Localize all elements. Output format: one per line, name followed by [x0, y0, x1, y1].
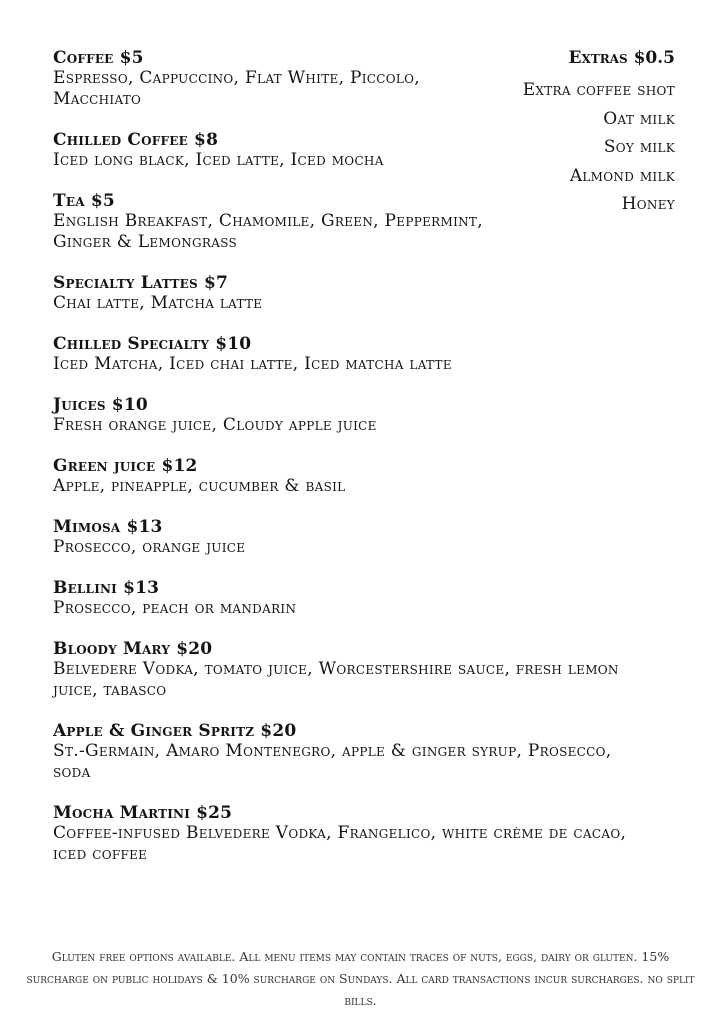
- item-title: Chilled Specialty $10: [53, 334, 252, 354]
- item-title: Chilled Coffee $8: [53, 130, 219, 150]
- item-title: Apple & Ginger Spritz $20: [53, 721, 297, 741]
- menu-item-mimosa: [53, 517, 653, 558]
- menu-item-specialty-lattes: [53, 273, 653, 314]
- item-title: Juices $10: [53, 395, 148, 415]
- item-description: Iced long black, Iced latte, Iced mocha: [53, 150, 384, 170]
- menu-item-apple-ginger-spritz: [53, 721, 653, 783]
- menu-item-juices: [53, 395, 653, 436]
- extra-item: Almond milk: [569, 165, 675, 186]
- item-title: Mimosa $13: [53, 517, 163, 537]
- menu-item-chilled-specialty: [53, 334, 653, 375]
- extra-item: Extra coffee shot: [522, 80, 675, 100]
- item-description: Chai latte, Matcha latte: [53, 293, 263, 313]
- item-description: Prosecco, peach or mandarin: [53, 598, 297, 618]
- menu-item-mocha-martini: [53, 803, 653, 865]
- item-description: St.-Germain, Amaro Montenegro, apple & ginger syrup, Prosecco, soda: [53, 741, 612, 782]
- item-description: Prosecco, orange juice: [53, 537, 246, 557]
- item-description: Espresso, Cappuccino, Flat White, Piccolo, Macchiato: [53, 68, 420, 109]
- item-title: Bloody Mary $20: [53, 639, 213, 659]
- item-title: Green juice $12: [53, 456, 198, 476]
- item-title: Bellini $13: [53, 578, 160, 598]
- item-description: Coffee-infused Belvedere Vodka, Frangelico, white crème de cacao, iced coffee: [53, 823, 627, 864]
- extra-item: Soy milk: [603, 137, 675, 158]
- item-title: Specialty Lattes $7: [53, 273, 229, 293]
- item-description: Belvedere Vodka, tomato juice, Worcestershire sauce, fresh lemon juice, tabasco: [53, 659, 619, 700]
- item-title: Tea $5: [53, 191, 115, 211]
- item-description: Iced Matcha, Iced chai latte, Iced matcha latte: [53, 354, 452, 374]
- extras-list: [523, 48, 675, 219]
- item-description: English Breakfast, Chamomile, Green, Peppermint, Ginger & Lemongrass: [53, 211, 483, 252]
- item-description: Fresh orange juice, Cloudy apple juice: [53, 415, 377, 435]
- menu-item-bloody-mary: [53, 639, 653, 701]
- footer-note: Gluten free options available. All menu items may contain traces of nuts, eggs, dairy or gluten. 15% surcharge on public holidays & 10% surcharge on Sundays. All card transactions incur surcharges. no split bills.: [26, 949, 695, 1008]
- menu-item-green-juice: [53, 456, 653, 497]
- extra-item: Honey: [621, 194, 675, 215]
- item-title: Mocha Martini $25: [53, 803, 233, 823]
- item-title: Coffee $5: [53, 48, 144, 68]
- item-description: Apple, pineapple, cucumber & basil: [53, 476, 346, 496]
- extra-item: Oat milk: [603, 108, 675, 129]
- menu-item-bellini: [53, 578, 653, 619]
- extras-title: Extras $0.5: [568, 48, 675, 68]
